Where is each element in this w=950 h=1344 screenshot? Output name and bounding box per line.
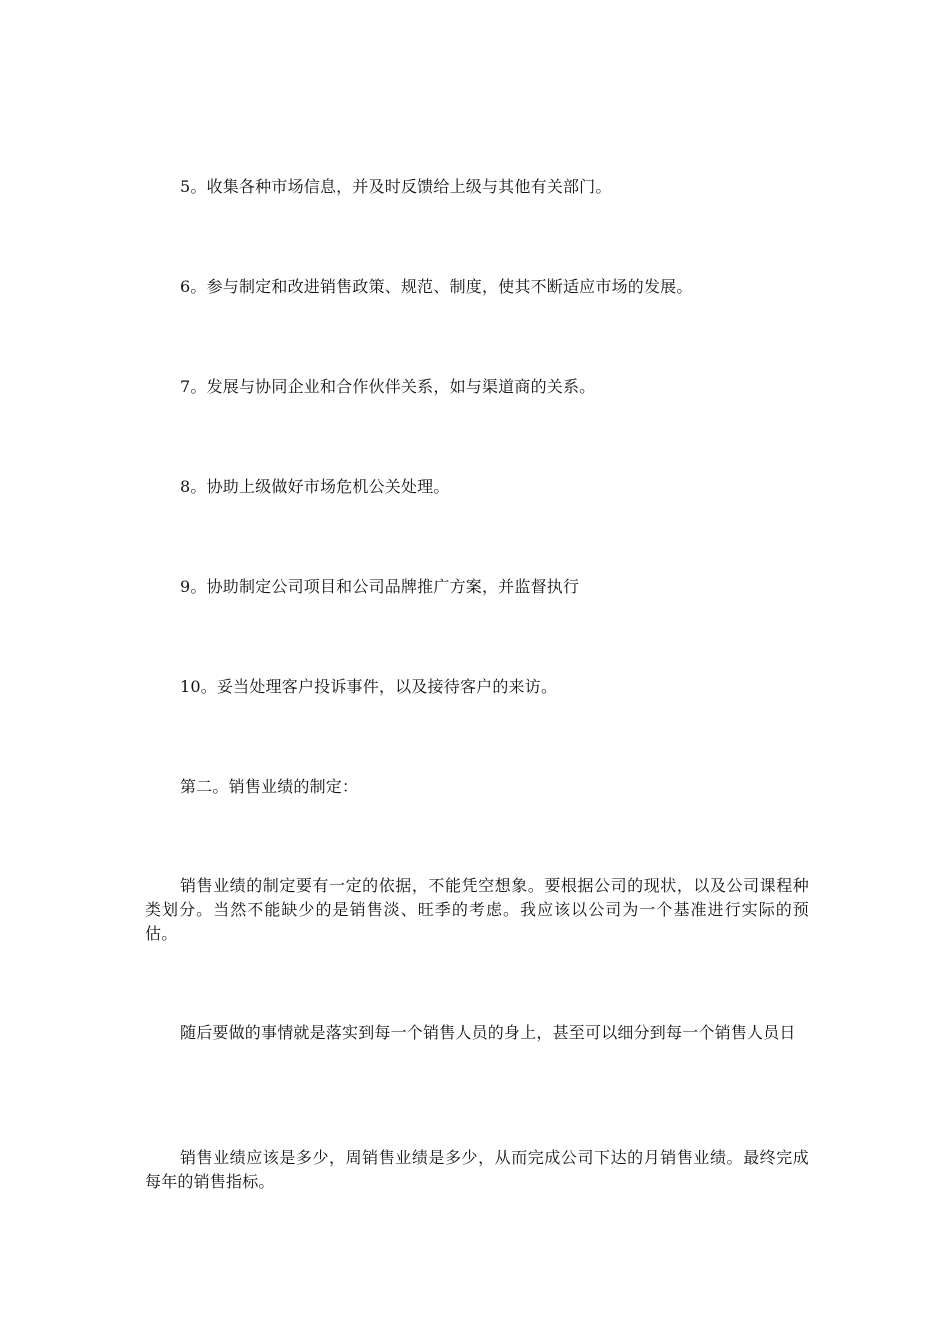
body-paragraph-1: 销售业绩的制定要有一定的依据，不能凭空想象。要根据公司的现状，以及公司课程种类划分。当然不能缺少的是销售淡、旺季的考虑。我应该以公司为一个基准进行实际的预估。 [145, 876, 809, 943]
section-heading: 第二。销售业绩的制定： [180, 777, 359, 796]
body-paragraph-3: 销售业绩应该是多少，周销售业绩是多少，从而完成公司下达的月销售业绩。最终完成每年的销售指标。 [145, 1148, 809, 1191]
body-paragraph-2: 随后要做的事情就是落实到每一个销售人员的身上，甚至可以细分到每一个销售人员日 [180, 1023, 796, 1042]
list-item-5: 5。收集各种市场信息，并及时反馈给上级与其他有关部门。 [180, 177, 612, 196]
list-item-9: 9。协助制定公司项目和公司品牌推广方案，并监督执行 [180, 577, 580, 596]
list-item-7: 7。发展与协同企业和合作伙伴关系，如与渠道商的关系。 [180, 377, 596, 396]
list-item-10: 10。妥当处理客户投诉事件，以及接待客户的来访。 [180, 677, 558, 696]
list-item-8: 8。协助上级做好市场危机公关处理。 [180, 477, 450, 496]
list-item-6: 6。参与制定和改进销售政策、规范、制度，使其不断适应市场的发展。 [180, 277, 693, 296]
